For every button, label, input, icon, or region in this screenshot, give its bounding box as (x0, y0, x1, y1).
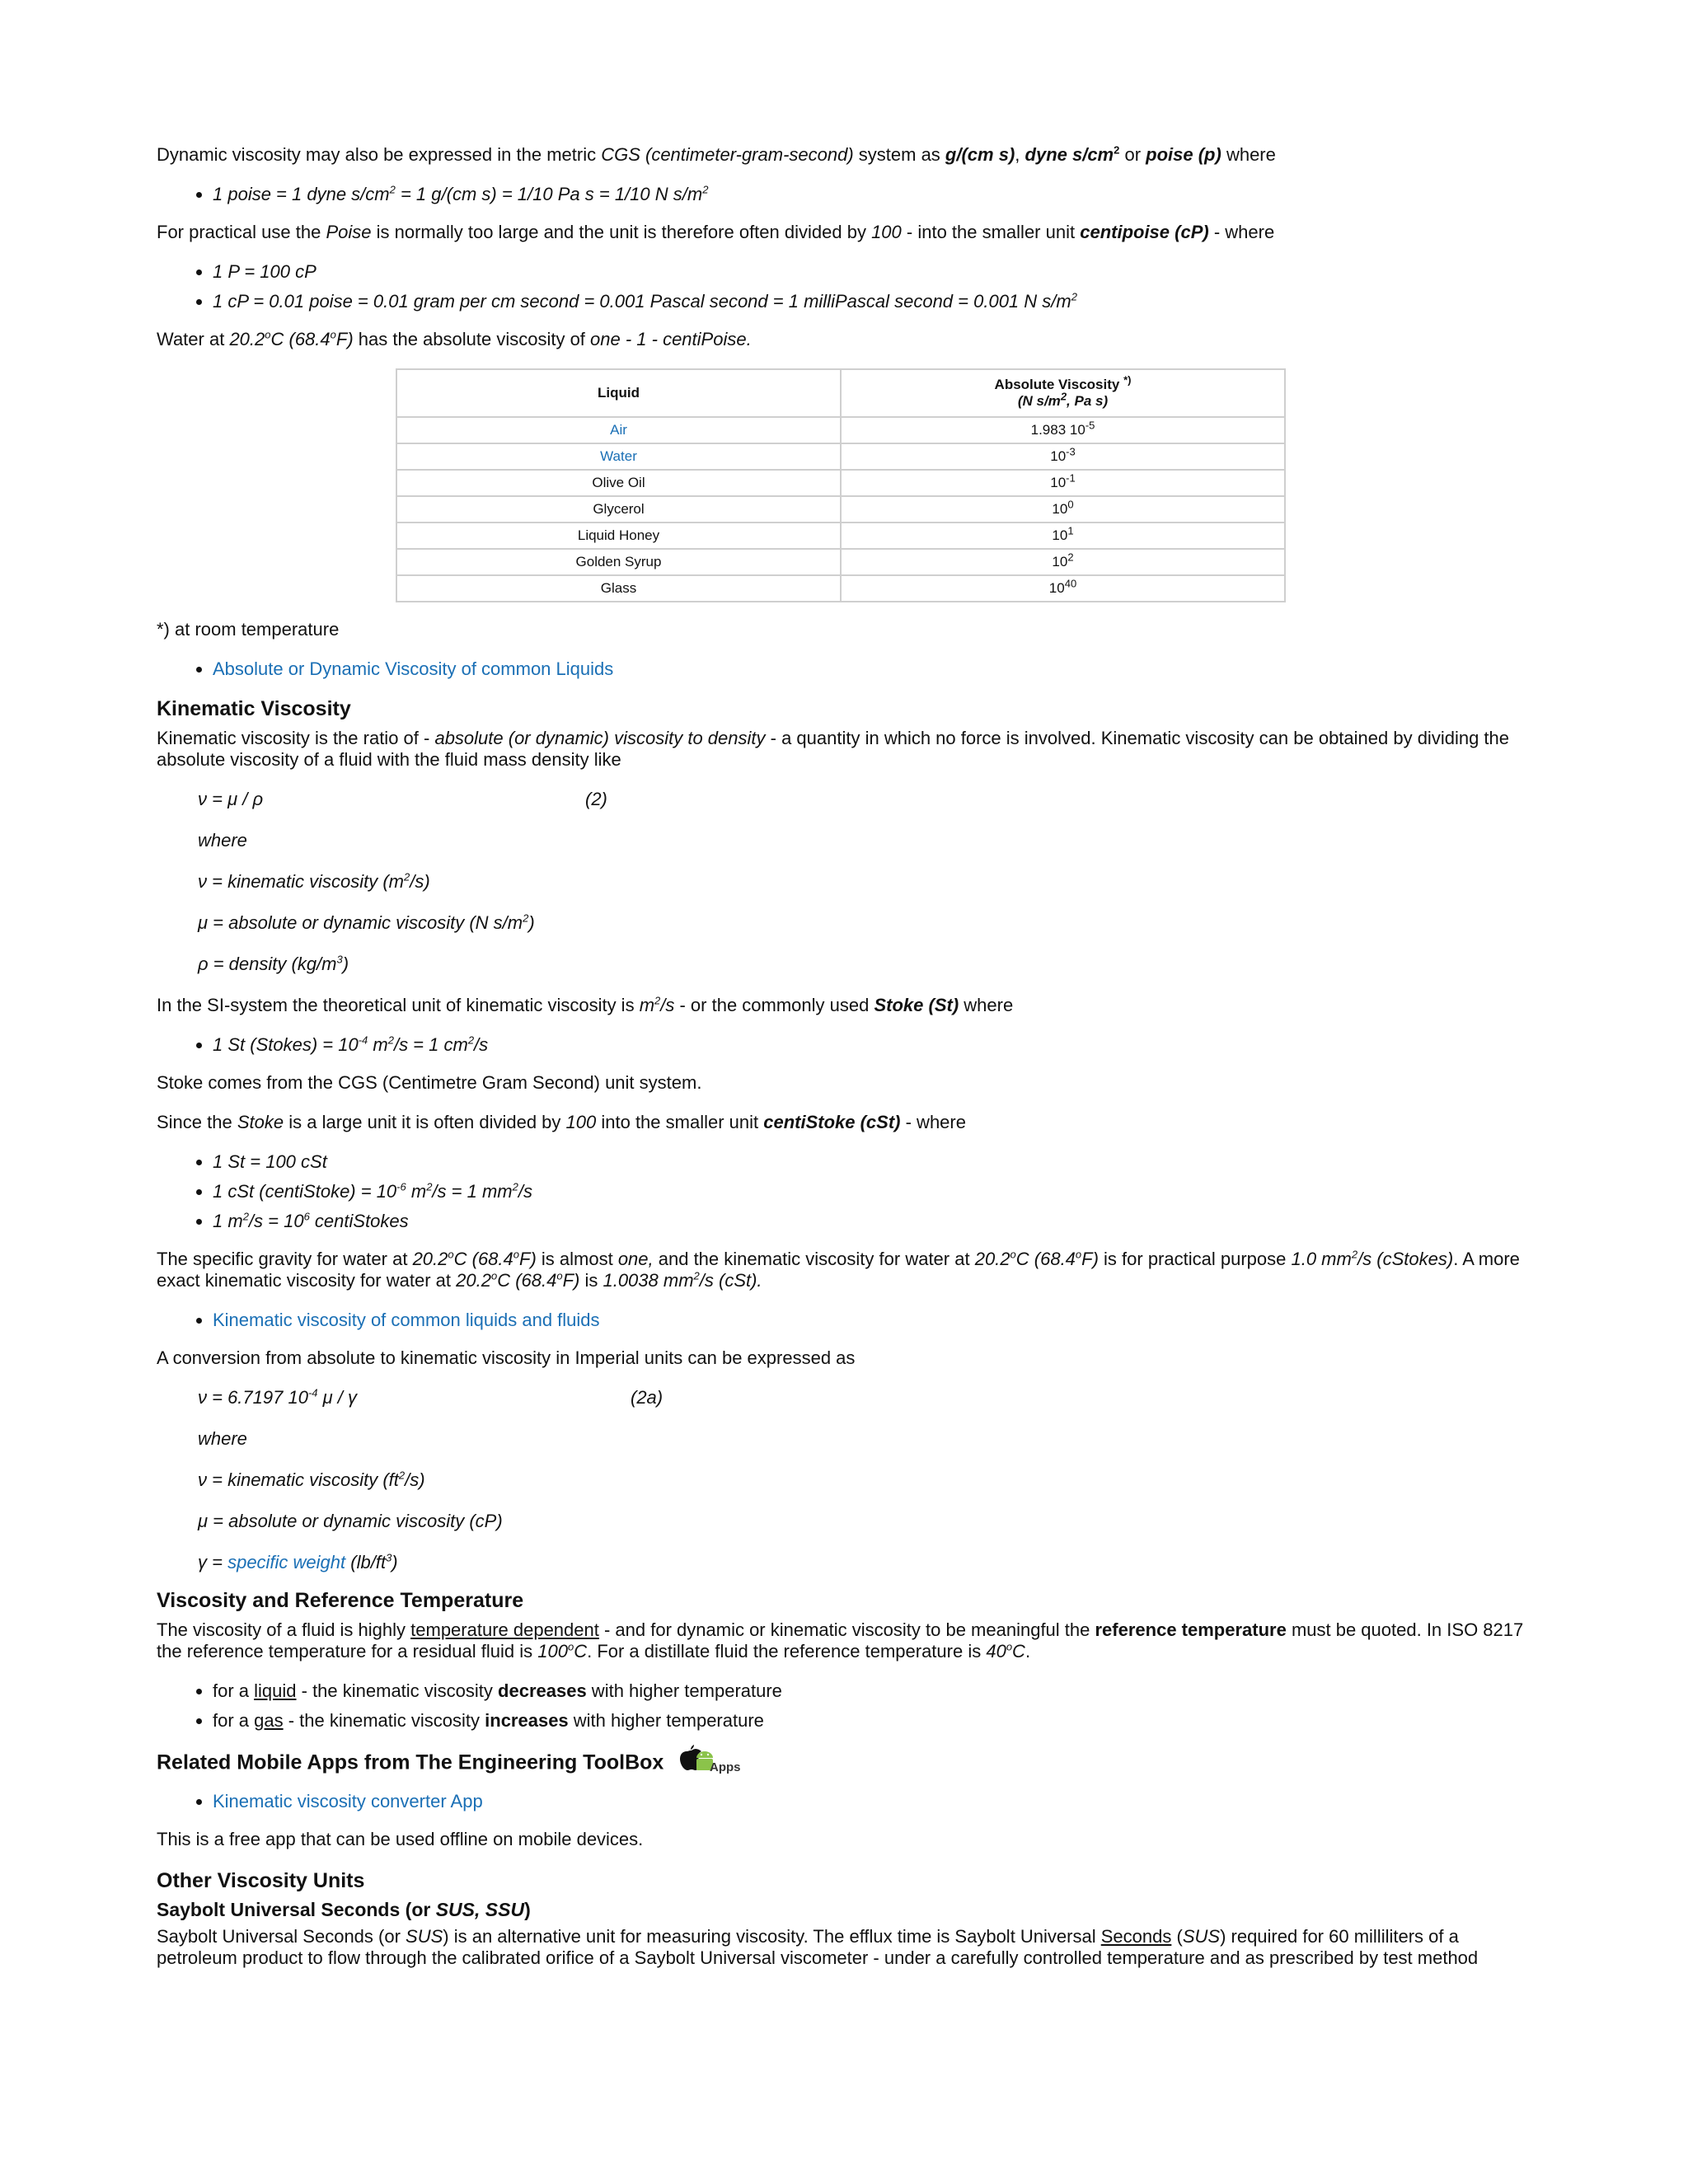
dynamic-link-list (157, 658, 1533, 680)
viscosity-value: 1.983 $10^{-5}$ (841, 417, 1285, 443)
specific-gravity-paragraph: The specific gravity for water at 20.2$^o$C (68.4$^o$F) is almost one, and the kinematic viscosity for water at 20.2$^o$C (68.4$^o$F) is for practical purpose 1.0 $mm^2/s$ (cStokes). A more exact kinematic viscosity for water at 20.2$^o$C (68.4$^o$F) is 1.0038 $mm^2/s$ (cSt). (157, 1248, 1520, 1291)
list-item: • 1 P = 100 cP (213, 261, 1533, 283)
saybolt-subheading: Saybolt Universal Seconds (or SUS, SSU) (157, 1899, 531, 1920)
app-note: This is a free app that can be used offline on mobile devices. (157, 1829, 644, 1849)
stoke-list (157, 1034, 1533, 1056)
liquid-name: Liquid Honey (396, 523, 841, 549)
table-footnote: *) at room temperature (157, 619, 340, 640)
centistoke-list (157, 1151, 1533, 1232)
liquid-air-link[interactable]: Air (396, 417, 841, 443)
text: Dynamic viscosity may also be expressed in the metric (157, 144, 602, 165)
kinematic-link-list (157, 1310, 1533, 1331)
viscosity-value: $10^2$ (841, 549, 1285, 575)
list-item: • 1 $m^2/s = 10^6$ centiStokes (213, 1211, 1533, 1232)
kinematic-paragraph: Kinematic viscosity is the ratio of - absolute (or dynamic) viscosity to density - a quantity in which no force is involved. Kinematic viscosity can be obtained by dividing the absolute viscosity of a fluid with the fluid mass density like (157, 728, 1509, 770)
list-item: • 1 St (Stokes) = $10^{-4}$ $m^2/s = 1$ $cm^2/s$ (213, 1034, 1533, 1056)
table-row (396, 443, 1285, 470)
centipoise-list (157, 261, 1533, 312)
table-row (396, 549, 1285, 575)
apps-link-list (157, 1791, 1533, 1812)
viscosity-value: $10^{-3}$ (841, 443, 1285, 470)
list-item: • 1 poise = 1 dyne $s/cm^2 = 1$ g/(cm s) = 1/10 Pa s = 1/10 N $s/m^2$ (213, 184, 1533, 205)
list-item: • 1 St = 100 cSt (213, 1151, 1533, 1173)
kinematic-viscosity-liquids-link[interactable]: Kinematic viscosity of common liquids and fluids (213, 1310, 600, 1330)
si-paragraph: In the SI-system the theoretical unit of kinematic viscosity is $m^2/s$ - or the commonly used Stoke (St) where (157, 994, 1014, 1015)
list-item (213, 1791, 1533, 1812)
table-row (396, 417, 1285, 443)
list-item: • 1 cSt (centiStoke) = $10^{-6}$ $m^2/s = 1$ $mm^2/s$ (213, 1181, 1533, 1202)
sup: 2 (1114, 143, 1120, 157)
equation-2a: ν = 6.7197 $10^{-4}$ μ / γ (2a) where ν = kinematic viscosity $(ft^2/s)$ μ = absolute or dynamic viscosity (cP) γ = specific weight $(lb/ft^3)$ (198, 1386, 663, 1572)
water-viscosity-paragraph: Water at 20.2$^o$C (68.4$^o$F) has the absolute viscosity of one - 1 - centiPoise. (157, 328, 752, 349)
liquid-name: Glycerol (396, 496, 841, 523)
liquid-water-link[interactable]: Water (396, 443, 841, 470)
temperature-list (157, 1680, 1533, 1732)
text: where (1221, 144, 1276, 165)
header-liquid: Liquid (396, 369, 841, 417)
kinematic-heading: Kinematic Viscosity (157, 697, 351, 720)
table-row (396, 496, 1285, 523)
liquid-name: Glass (396, 575, 841, 602)
svg-text:Apps: Apps (710, 1760, 741, 1774)
specific-weight-link[interactable]: specific weight (227, 1552, 346, 1572)
mobile-apps-heading: Related Mobile Apps from The Engineering ToolBox Apps (157, 1748, 1533, 1779)
cgs-stoke-paragraph: Stoke comes from the CGS (Centimetre Gram Second) unit system. (157, 1072, 702, 1093)
liquid-name: Golden Syrup (396, 549, 841, 575)
other-units-heading: Other Viscosity Units (157, 1869, 365, 1892)
viscosity-value: $10^1$ (841, 523, 1285, 549)
unit: poise (p) (1146, 144, 1221, 165)
viscosity-value: $10^{40}$ (841, 575, 1285, 602)
liquid-name: Olive Oil (396, 470, 841, 496)
viscosity-converter-app-link[interactable]: Kinematic viscosity converter App (213, 1791, 483, 1811)
text: system as (853, 144, 945, 165)
viscosity-value: $10^{-1}$ (841, 470, 1285, 496)
poise-list (157, 184, 1533, 205)
dynamic-viscosity-liquids-link[interactable]: Absolute or Dynamic Viscosity of common Liquids (213, 658, 614, 679)
equation-2: ν = μ / ρ (2) where ν = kinematic viscosity $(m^2/s)$ μ = absolute or dynamic viscosity (N $s/m^2$) ρ = density $(kg/m^3)$ (198, 789, 607, 974)
table-row (396, 575, 1285, 602)
table-row (396, 470, 1285, 496)
conversion-paragraph: A conversion from absolute to kinematic viscosity in Imperial units can be expressed as (157, 1347, 856, 1368)
centipoise-paragraph: For practical use the Poise is normally too large and the unit is therefore often divided by 100 - into the smaller unit centipoise (cP) - where (157, 222, 1275, 242)
viscosity-value: $10^0$ (841, 496, 1285, 523)
reference-temperature-paragraph: The viscosity of a fluid is highly temperature dependent - and for dynamic or kinematic viscosity to be meaningful the reference temperature must be quoted. In ISO 8217 the reference temperature for a residual fluid is 100$^o$C. For a distillate fluid the reference temperature is 40$^o$C. (157, 1619, 1524, 1661)
viscosity-table (396, 368, 1286, 602)
article-body (157, 144, 1533, 1987)
list-item: • 1 cP = 0.01 poise = 0.01 gram per cm second = 0.001 Pascal second = 1 milliPascal second = 0.001 N $s/m^2$ (213, 291, 1533, 312)
list-item (213, 658, 1533, 680)
apple-android-apps-icon (677, 1743, 746, 1774)
table-header-row (396, 369, 1285, 417)
text: , (1015, 144, 1025, 165)
saybolt-paragraph: Saybolt Universal Seconds (or SUS) is an alternative unit for measuring viscosity. The efflux time is Saybolt Universal Seconds (SUS) required for 60 milliliters of a petroleum product to flow through the calibrated orifice of a Saybolt Universal viscometer - under a carefully controlled temperature and as prescribed by test method (157, 1926, 1479, 1968)
unit: g/(cm s) (945, 144, 1015, 165)
unit: dyne s/cm (1025, 144, 1114, 165)
table-row (396, 523, 1285, 549)
text: or (1119, 144, 1146, 165)
list-item: • for a gas - the kinematic viscosity increases with higher temperature (213, 1710, 1533, 1732)
list-item (213, 1310, 1533, 1331)
text: CGS (centimeter-gram-second) (601, 144, 854, 165)
list-item: • for a liquid - the kinematic viscosity decreases with higher temperature (213, 1680, 1533, 1702)
header-viscosity: Absolute Viscosity *) (N $s/m^2$, Pa s) (841, 369, 1285, 417)
centistoke-paragraph: Since the Stoke is a large unit it is often divided by 100 into the smaller unit centiStoke (cSt) - where (157, 1112, 966, 1132)
reference-temperature-heading: Viscosity and Reference Temperature (157, 1589, 524, 1612)
cgs-paragraph (157, 144, 1533, 166)
